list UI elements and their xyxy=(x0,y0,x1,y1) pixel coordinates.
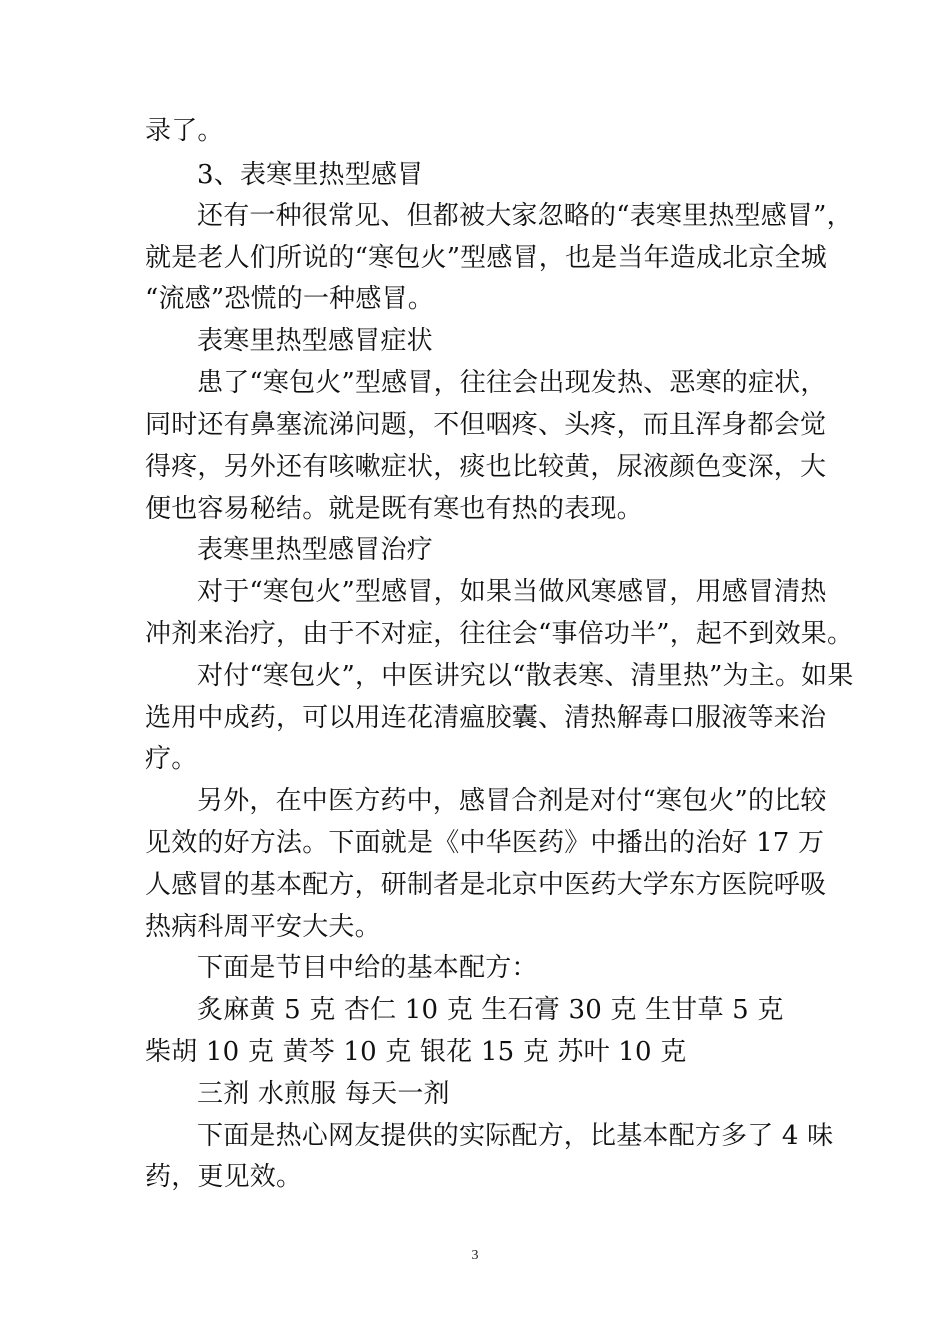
subheading-symptoms: 表寒里热型感冒症状 xyxy=(197,326,433,356)
paragraph-line: 热病科周平安大夫。 xyxy=(145,912,381,942)
text-line: 录了。 xyxy=(145,116,224,146)
section-heading: 3、表寒里热型感冒 xyxy=(197,160,424,190)
paragraph-line: 下面是热心网友提供的实际配方，比基本配方多了 4 味 xyxy=(197,1121,834,1151)
prescription-dosage: 三剂 水煎服 每天一剂 xyxy=(197,1079,450,1109)
paragraph-line: 冲剂来治疗，由于不对症，往往会“事倍功半”，起不到效果。 xyxy=(145,619,854,649)
paragraph-line: 药，更见效。 xyxy=(145,1162,303,1192)
paragraph-line: 人感冒的基本配方，研制者是北京中医药大学东方医院呼吸 xyxy=(145,870,827,900)
page-number: 3 xyxy=(471,1248,479,1263)
prescription-line: 柴胡 10 克 黄芩 10 克 银花 15 克 苏叶 10 克 xyxy=(145,1037,687,1067)
subheading-treatment: 表寒里热型感冒治疗 xyxy=(197,535,433,565)
paragraph-line: 就是老人们所说的“寒包火”型感冒，也是当年造成北京全城 xyxy=(145,243,827,273)
paragraph-line: 疗。 xyxy=(145,744,198,774)
paragraph-line: “流感”恐慌的一种感冒。 xyxy=(145,284,434,314)
prescription-line: 炙麻黄 5 克 杏仁 10 克 生石膏 30 克 生甘草 5 克 xyxy=(197,995,784,1025)
paragraph-line: 见效的好方法。下面就是《中华医药》中播出的治好 17 万 xyxy=(145,828,825,858)
paragraph-line: 对于“寒包火”型感冒，如果当做风寒感冒，用感冒清热 xyxy=(197,577,827,607)
paragraph-line: 患了“寒包火”型感冒，往往会出现发热、恶寒的症状， xyxy=(197,368,827,398)
paragraph-line: 同时还有鼻塞流涕问题，不但咽疼、头疼，而且浑身都会觉 xyxy=(145,410,827,440)
paragraph-line: 还有一种很常见、但都被大家忽略的“表寒里热型感冒”， xyxy=(197,201,853,231)
paragraph-line: 下面是节目中给的基本配方： xyxy=(197,953,538,983)
paragraph-line: 便也容易秘结。就是既有寒也有热的表现。 xyxy=(145,494,643,524)
paragraph-line: 选用中成药，可以用连花清瘟胶囊、清热解毒口服液等来治 xyxy=(145,703,827,733)
paragraph-line: 对付“寒包火”，中医讲究以“散表寒、清里热”为主。如果 xyxy=(197,661,854,691)
paragraph-line: 另外，在中医方药中，感冒合剂是对付“寒包火”的比较 xyxy=(197,786,827,816)
paragraph-line: 得疼，另外还有咳嗽症状，痰也比较黄，尿液颜色变深，大 xyxy=(145,452,827,482)
